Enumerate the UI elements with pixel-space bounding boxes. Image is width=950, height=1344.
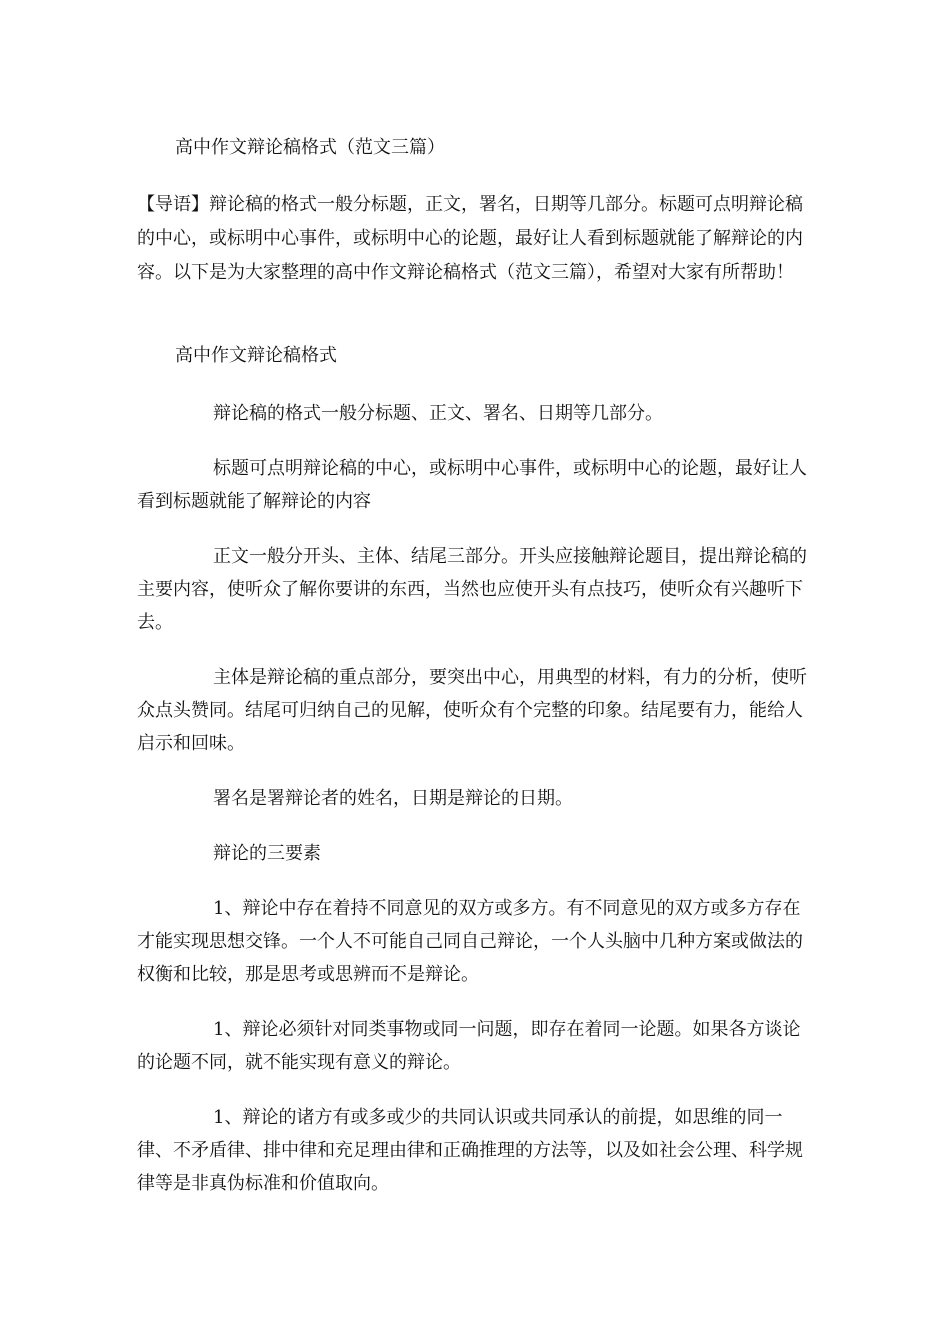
paragraph-format-overview: 辩论稿的格式一般分标题、正文、署名、日期等几部分。 [213,403,663,424]
paragraph-main-body: 主体是辩论稿的重点部分，要突出中心，用典型的材料，有力的分析，使听众点头赞同。结尾可归纳自己的见解，使听众有个完整的印象。结尾要有力，能给人启示和回味。 [137,667,807,754]
paragraph-title-rule: 标题可点明辩论稿的中心，或标明中心事件，或标明中心的论题，最好让人看到标题就能了解辩论的内容 [137,458,807,512]
paragraph-body-structure: 正文一般分开头、主体、结尾三部分。开头应接触辩论题目，提出辩论稿的主要内容，使听众了解你要讲的东西，当然也应使开头有点技巧，使听众有兴趣听下去。 [137,546,807,633]
list-item-element-3: 1、辩论的诸方有或多或少的共同认识或共同承认的前提，如思维的同一律、不矛盾律、排中律和充足理由律和正确推理的方法等，以及如社会公理、科学规律等是非真伪标准和价值取向。 [137,1107,803,1194]
list-item-element-1: 1、辩论中存在着持不同意见的双方或多方。有不同意见的双方或多方存在才能实现思想交锋。一个人不可能自己同自己辩论，一个人头脑中几种方案或做法的权衡和比较，那是思考或思辨而不是辩论。 [137,898,803,985]
intro-paragraph: 【导语】辩论稿的格式一般分标题，正文，署名，日期等几部分。标题可点明辩论稿的中心，或标明中心事件，或标明中心的论题，最好让人看到标题就能了解辩论的内容。以下是为大家整理的高中作文辩论稿格式（范文三篇），希望对大家有所帮助！ [137,194,803,283]
section-heading: 高中作文辩论稿格式 [175,345,337,366]
subheading-three-elements: 辩论的三要素 [213,843,321,864]
paragraph-signature-date: 署名是署辩论者的姓名，日期是辩论的日期。 [213,788,573,809]
document-title: 高中作文辩论稿格式（范文三篇） [175,137,445,158]
list-item-element-2: 1、辩论必须针对同类事物或同一问题，即存在着同一论题。如果各方谈论的论题不同，就不能实现有意义的辩论。 [137,1019,801,1073]
